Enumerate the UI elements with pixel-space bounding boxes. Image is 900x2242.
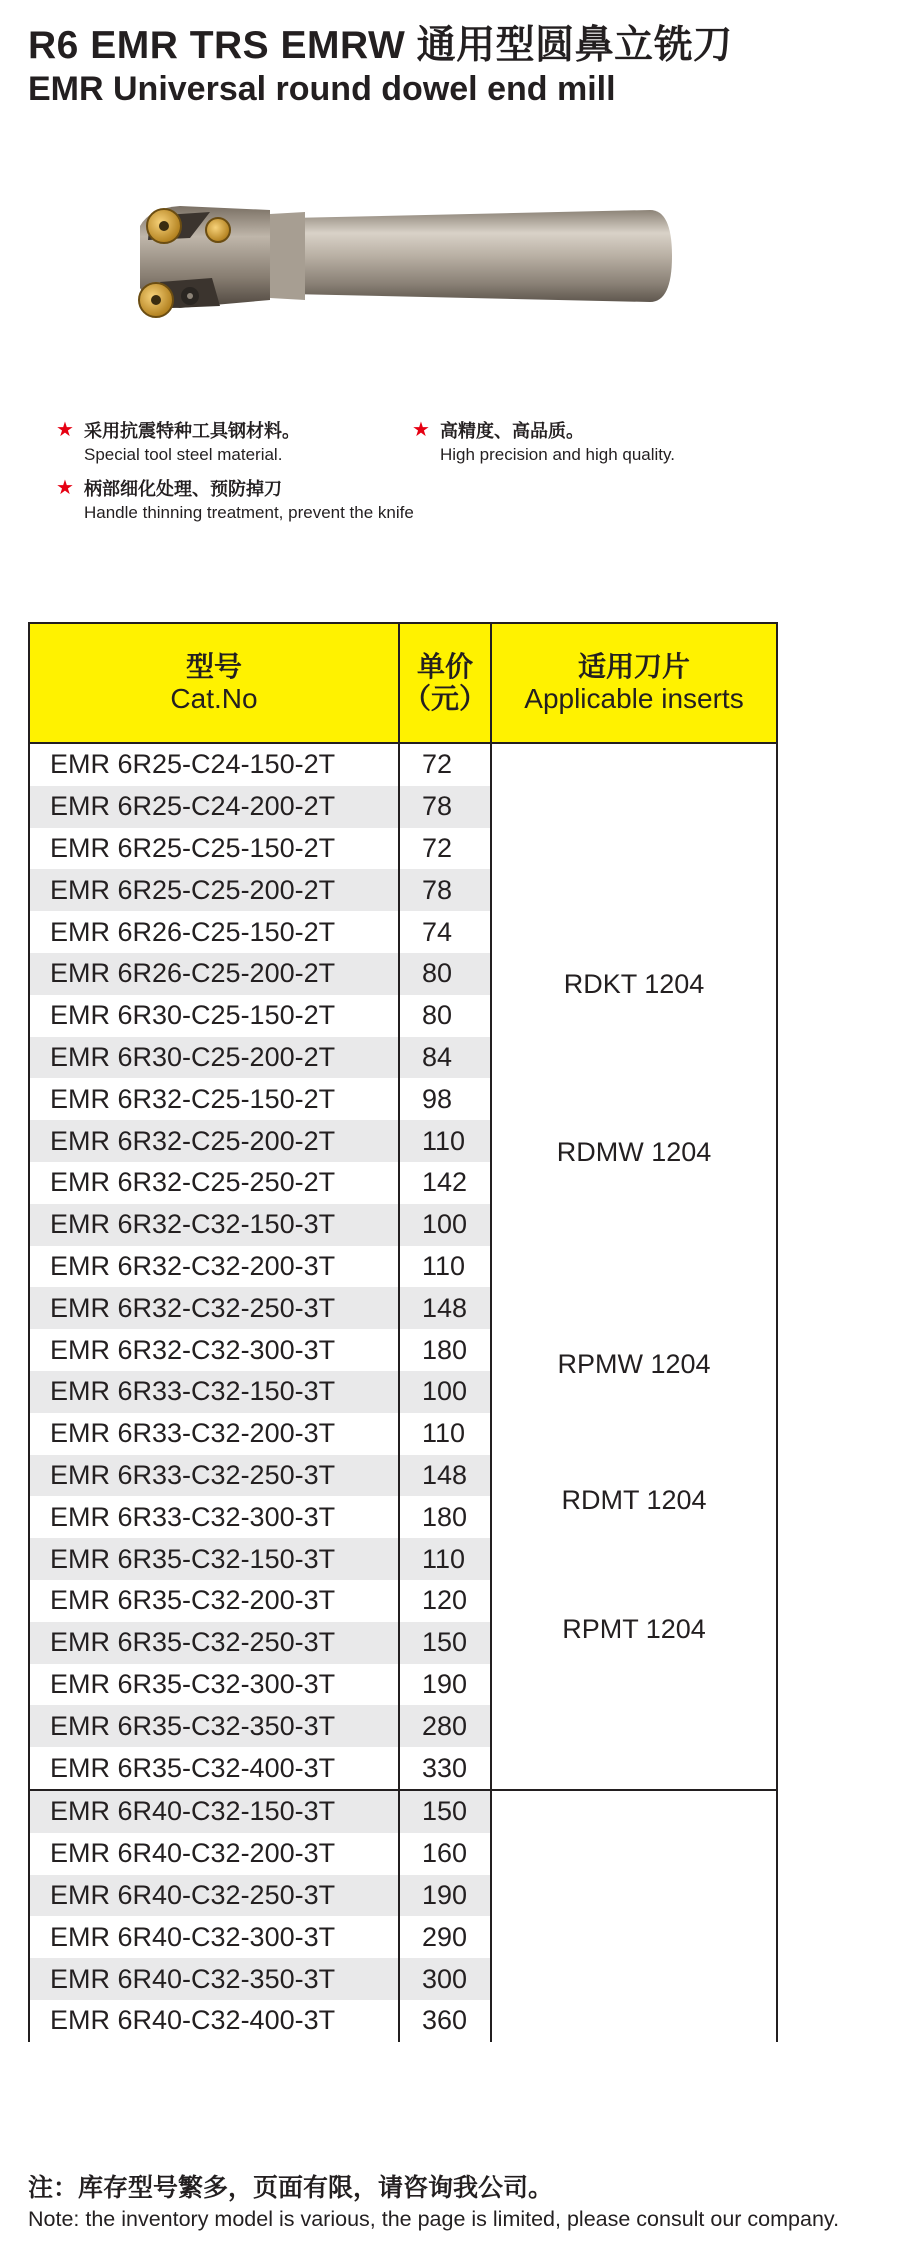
model-cell: EMR 6R35-C32-250-3T [29,1622,399,1664]
price-cell: 72 [399,743,491,786]
price-cell: 80 [399,995,491,1037]
model-cell: EMR 6R40-C32-200-3T [29,1833,399,1875]
header-price: 单价 （元） [399,623,491,743]
price-cell: 72 [399,828,491,870]
model-cell: EMR 6R35-C32-350-3T [29,1705,399,1747]
price-cell: 160 [399,1833,491,1875]
price-cell: 110 [399,1246,491,1288]
price-cell: 190 [399,1664,491,1706]
price-cell: 150 [399,1622,491,1664]
model-cell: EMR 6R40-C32-400-3T [29,2000,399,2042]
price-cell: 330 [399,1747,491,1790]
model-cell: EMR 6R40-C32-350-3T [29,1958,399,2000]
model-cell: EMR 6R25-C24-150-2T [29,743,399,786]
price-cell: 148 [399,1455,491,1497]
price-cell: 110 [399,1538,491,1580]
model-cell: EMR 6R33-C32-150-3T [29,1371,399,1413]
table-row [29,743,777,786]
price-cell: 110 [399,1413,491,1455]
price-cell: 100 [399,1371,491,1413]
price-cell: 110 [399,1120,491,1162]
header-model: 型号 Cat.No [29,623,399,743]
table-header-row [29,623,777,743]
star-icon: ★ [412,419,430,441]
end-mill-tool-icon [120,196,680,346]
price-cell: 78 [399,869,491,911]
model-cell: EMR 6R35-C32-300-3T [29,1664,399,1706]
insert-label: RDKT 1204 [563,969,705,999]
model-cell: EMR 6R33-C32-200-3T [29,1413,399,1455]
model-cell: EMR 6R40-C32-250-3T [29,1875,399,1917]
model-cell: EMR 6R40-C32-150-3T [29,1790,399,1833]
header-inserts: 适用刀片 Applicable inserts [491,623,777,743]
price-cell: 280 [399,1705,491,1747]
model-cell: EMR 6R35-C32-150-3T [29,1538,399,1580]
model-cell: EMR 6R30-C25-150-2T [29,995,399,1037]
model-cell: EMR 6R33-C32-250-3T [29,1455,399,1497]
price-cell: 300 [399,1958,491,2000]
model-cell: EMR 6R25-C24-200-2T [29,786,399,828]
model-cell: EMR 6R32-C25-150-2T [29,1078,399,1120]
price-cell: 290 [399,1916,491,1958]
price-cell: 78 [399,786,491,828]
price-cell: 148 [399,1287,491,1329]
insert-label: RDMT 1204 [561,1485,707,1515]
insert-label: RPMT 1204 [562,1614,706,1644]
model-cell: EMR 6R32-C25-250-2T [29,1162,399,1204]
price-cell: 180 [399,1329,491,1371]
price-cell: 100 [399,1204,491,1246]
insert-label: RDMW 1204 [556,1137,712,1167]
model-cell: EMR 6R25-C25-150-2T [29,828,399,870]
model-cell: EMR 6R32-C32-200-3T [29,1246,399,1288]
model-cell: EMR 6R30-C25-200-2T [29,1037,399,1079]
price-cell: 150 [399,1790,491,1833]
model-cell: EMR 6R25-C25-200-2T [29,869,399,911]
model-cell: EMR 6R35-C32-200-3T [29,1580,399,1622]
star-icon: ★ [56,477,74,499]
footer-note-cn: 注：库存型号繁多，页面有限，请咨询我公司。 [28,2174,554,2202]
price-cell: 80 [399,953,491,995]
applicable-inserts-cell [491,743,777,1790]
insert-label: RPMW 1204 [557,1349,711,1379]
page-title-en: EMR Universal round dowel end mill [28,70,616,108]
model-cell: EMR 6R32-C32-300-3T [29,1329,399,1371]
applicable-inserts-cell-empty [491,1790,777,2042]
model-cell: EMR 6R33-C32-300-3T [29,1496,399,1538]
model-cell: EMR 6R35-C32-400-3T [29,1747,399,1790]
footer-note-en: Note: the inventory model is various, the page is limited, please consult our company. [28,2207,840,2231]
page-title-cn: R6 EMR TRS EMRW 通用型圆鼻立铣刀 [28,24,733,67]
model-cell: EMR 6R26-C25-200-2T [29,953,399,995]
price-cell: 360 [399,2000,491,2042]
star-icon: ★ [56,419,74,441]
price-cell: 180 [399,1496,491,1538]
price-cell: 74 [399,911,491,953]
model-cell: EMR 6R40-C32-300-3T [29,1916,399,1958]
price-cell: 84 [399,1037,491,1079]
model-cell: EMR 6R32-C25-200-2T [29,1120,399,1162]
price-cell: 142 [399,1162,491,1204]
price-cell: 190 [399,1875,491,1917]
price-cell: 98 [399,1078,491,1120]
model-cell: EMR 6R32-C32-150-3T [29,1204,399,1246]
price-cell: 120 [399,1580,491,1622]
table-row [29,1790,777,1833]
catalog-table [28,622,778,2042]
model-cell: EMR 6R32-C32-250-3T [29,1287,399,1329]
model-cell: EMR 6R26-C25-150-2T [29,911,399,953]
